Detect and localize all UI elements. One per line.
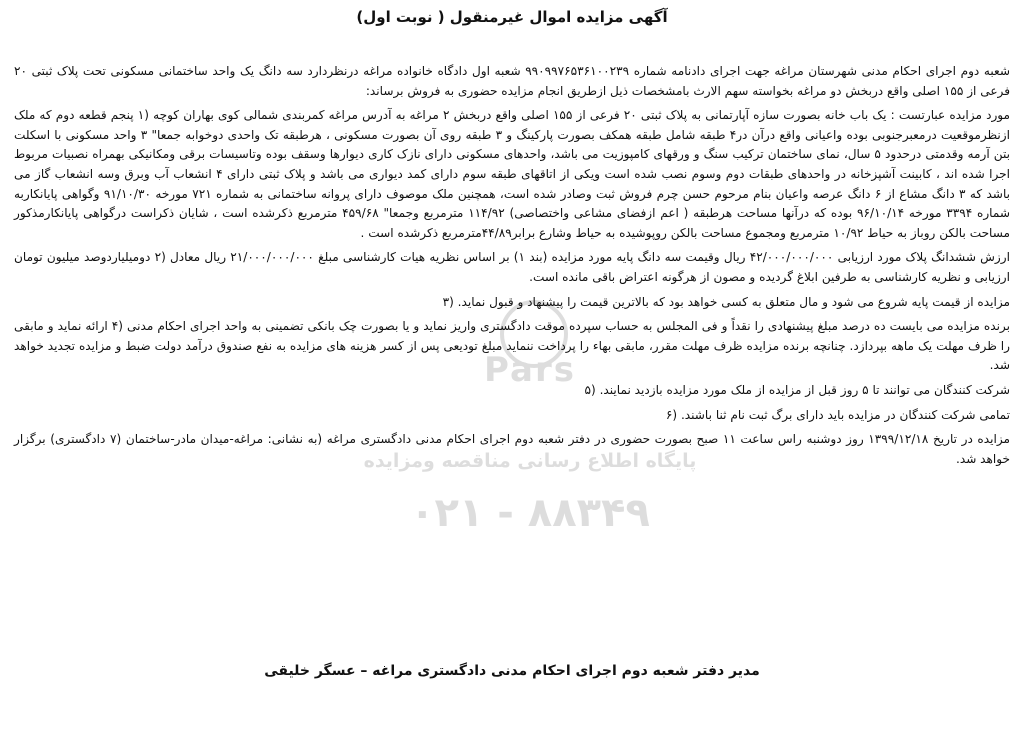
watermark-subtitle: پایگاه اطلاع رسانی مناقصه ومزایده	[363, 450, 697, 472]
notice-body	[14, 62, 1010, 474]
clause-4-payment: برنده مزایده می بایست ده درصد مبلغ پیشنهادی را نقداً و فی المجلس به حساب سپرده موقت دادگستری واریز نماید و یا بصورت چک بانکی تضمینی به واحد اجرای احکام مدنی (۴ ارائه نماید و مابقی را ظرف مهلت یک ماهه بپردازد. چنانچه برنده مزایده ظرف مهلت مقرر، مابقی بهاء را پرداخت ننماید مبلغ تودیعی پس از کسر هزینه های مزایده به نفع صندوق درآمد دولت ضبط و مزایده تجدید خواهد شد.	[14, 319, 1010, 373]
watermark-brand: Pars	[484, 350, 576, 390]
clause-1-property-description: مورد مزایده عبارتست : یک باب خانه بصورت سازه آپارتمانی به پلاک ثبتی ۲۰ فرعی از ۱۵۵ اصلی واقع دربخش ۲ مراغه به آدرس مراغه کمربندی شمالی کوی بهاران کوچه (۱ پنجم قطعه دوم که ملک ازنظرموقعیت درمعبرجنوبی بوده واعیانی واقع درآن در۴ طبقه شامل طبقه همکف بصورت پارکینگ و ۳ طبقه روی آن بصورت مسکونی ، هرطبقه تک واحدی دوخوابه جمعا" ۳ واحد مسکونی با اسکلت بتن آرمه وقدمتی درحدود ۵ سال، نمای ساختمان ترکیب سنگ و ورقهای کامپوزیت می باشد، واحدهای مسکونی دارای نازک کاری دیوارها وسقف بوده وتاسیسات برقی ومکانیکی بهمراه نصبیات مربوط اجرا شده اند ، کابینت آشپزخانه در واحدهای طبقات دوم وسوم نصب شده است ویکی از اتاقهای طبقه سوم دارای کمد دیواری می باشد و پلاک ثبتی دارای ۴ انشعاب آب وبرق وسه انشعاب گاز می باشد که ۳ دانگ مشاع از ۶ دانگ عرصه واعیان بنام مرحوم حسن چرم فروش ثبت وصادر شده است، همچنین ملک موصوف دارای پروانه ساختمانی به شماره ۷۲۱ مورخه ۹۱/۱۰/۳۰ وگواهی پایانکاربه شماره ۳۳۹۴ مورخه ۹۶/۱۰/۱۴ بوده که درآنها مساحت هرطبقه ( اعم ازفضای مشاعی واختصاصی) ۱۱۴/۹۲ مترمربع وجمعا" ۴۵۹/۶۸ مترمربع ذکرشده است ، شایان ذکراست درگواهی پایانکارمذکور مساحت بالکن روباز به حیاط ۱۰/۹۲ مترمربع ومجموع مساحت بالکن روپوشیده به حیاط وشارع برابر۴۴/۸۹مترمربع ذکرشده است .	[14, 108, 1011, 240]
clause-5-inspection: شرکت کنندگان می توانند تا ۵ روز قبل از مزایده از ملک مورد مزایده بازدید نمایند. (۵	[584, 382, 1010, 397]
clause-6-registration: تمامی شرکت کنندگان در مزایده باید دارای برگ ثبت نام ثنا باشند. (۶	[665, 407, 1010, 422]
clause-3-starting-price: مزایده از قیمت پایه شروع می شود و مال متعلق به کسی خواهد بود که بالاترین قیمت را پیشنهاد و قبول نماید. (۳	[442, 294, 1010, 309]
signature-line: مدیر دفتر شعبه دوم اجرای احکام مدنی دادگستری مراغه – عسگر خلیقی	[264, 663, 760, 679]
notice-title: آگهی مزایده اموال غیرمنقول ( نوبت اول)	[356, 8, 668, 26]
watermark-phone: ۰۲۱ - ۸۸۳۴۹	[410, 490, 650, 536]
intro-paragraph: شعبه دوم اجرای احکام مدنی شهرستان مراغه جهت اجرای دادنامه شماره ۹۹۰۹۹۷۶۵۳۶۱۰۰۲۳۹ شعبه اول دادگاه خانواده مراغه درنظردارد سه دانگ یک واحد ساختمانی مسکونی تحت پلاک ثبتی ۲۰ فرعی از ۱۵۵ اصلی واقع دربخش دو مراغه بخواسته سهم الارث بامشخصات ذیل ازطریق انجام مزایده حضوری به فروش برساند:	[14, 64, 1010, 98]
clause-2-valuation: ارزش ششدانگ پلاک مورد ارزیابی ۴۲/۰۰۰/۰۰۰/۰۰۰ ریال وقیمت سه دانگ پایه مورد مزایده (بند ۱) بر اساس نظریه هیات کارشناسی مبلغ ۲۱/۰۰۰/۰۰۰/۰۰۰ ریال معادل (۲ دومیلیاردوصد میلیون تومان ارزیابی و نظریه کارشناسی به طرفین ابلاغ گردیده و مصون از هرگونه اعتراض باقی مانده است.	[14, 250, 1010, 284]
clause-7-date-location: مزایده در تاریخ ۱۳۹۹/۱۲/۱۸ روز دوشنبه راس ساعت ۱۱ صبح بصورت حضوری در دفتر شعبه دوم اجرای احکام مدنی دادگستری مراغه (به نشانی: مراغه-میدان مادر-ساختمان (۷ دادگستری) برگزار خواهد شد.	[14, 432, 1010, 466]
